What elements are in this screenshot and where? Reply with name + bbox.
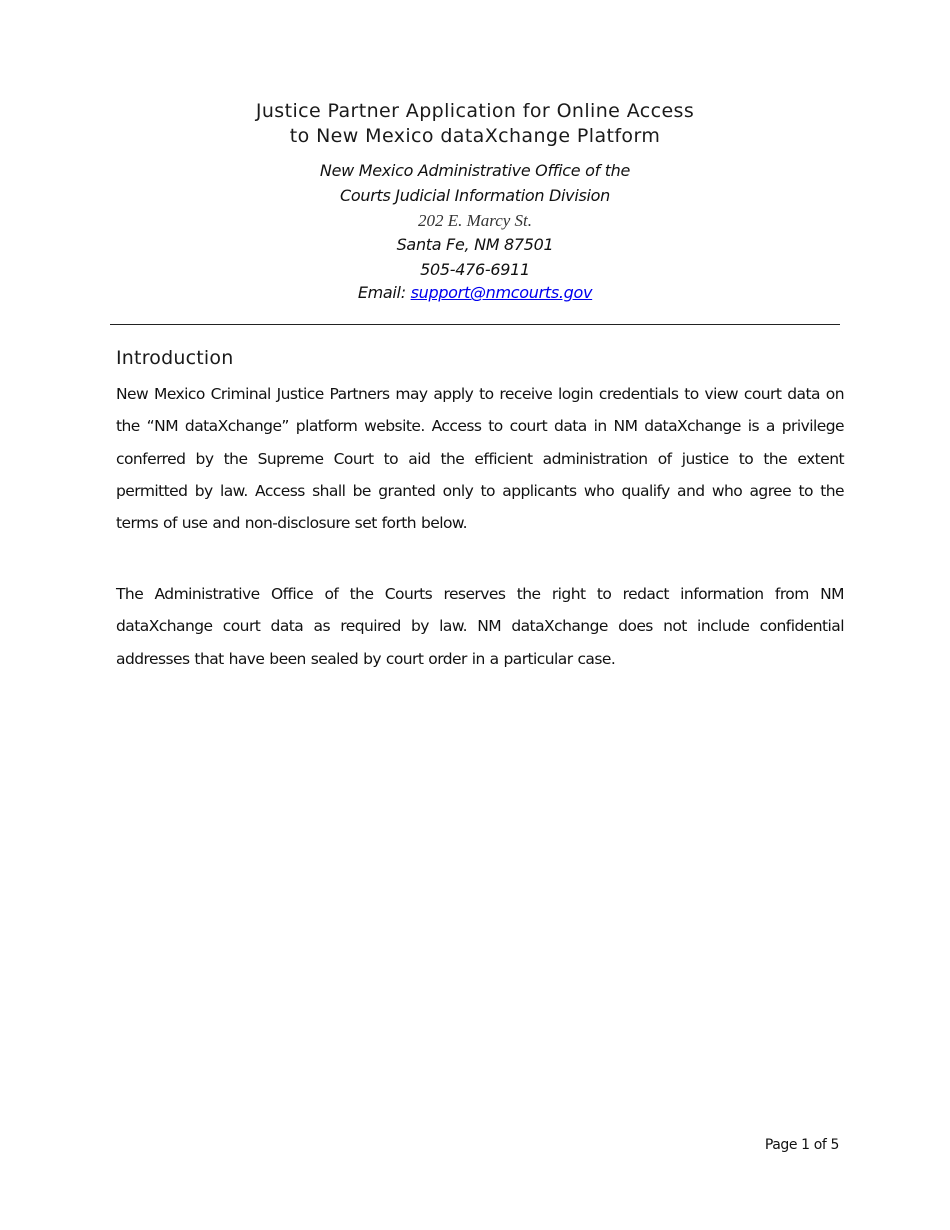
phone-number: 505-476-6911 [420,260,530,279]
introduction-paragraph-1: New Mexico Criminal Justice Partners may apply to receive login credentials to view court data on the “NM dataXchange” platform website. Access to court data in NM dataXchange is a privilege conferred by the Supreme Court to aid the efficient administration of justice to the extent permitted by law. Access shall be granted only to applicants who qualify and who agree to the terms of use and non-disclosure set forth below. [116,385,844,533]
email-link[interactable]: support@nmcourts.gov [410,283,593,302]
page-number: Page 1 of 5 [764,1137,839,1153]
org-name-line-1: New Mexico Administrative Office of the [319,161,631,180]
introduction-paragraph-2: The Administrative Office of the Courts reserves the right to redact information from NM dataXchange court data as required by law. NM dataXchange does not include confidential addresses that have been sealed by court order in a particular case. [116,585,844,668]
street-address: 202 E. Marcy St. [417,211,533,230]
section-heading-introduction: Introduction [116,347,234,369]
org-name-line-2: Courts Judicial Information Division [340,186,610,205]
document-title-line-1: Justice Partner Application for Online Access [255,100,695,122]
document-title-line-2: to New Mexico dataXchange Platform [289,125,661,147]
email-line [0,282,950,304]
city-state-zip: Santa Fe, NM 87501 [396,235,554,254]
header-divider [110,324,840,325]
email-label: Email: [357,283,406,302]
